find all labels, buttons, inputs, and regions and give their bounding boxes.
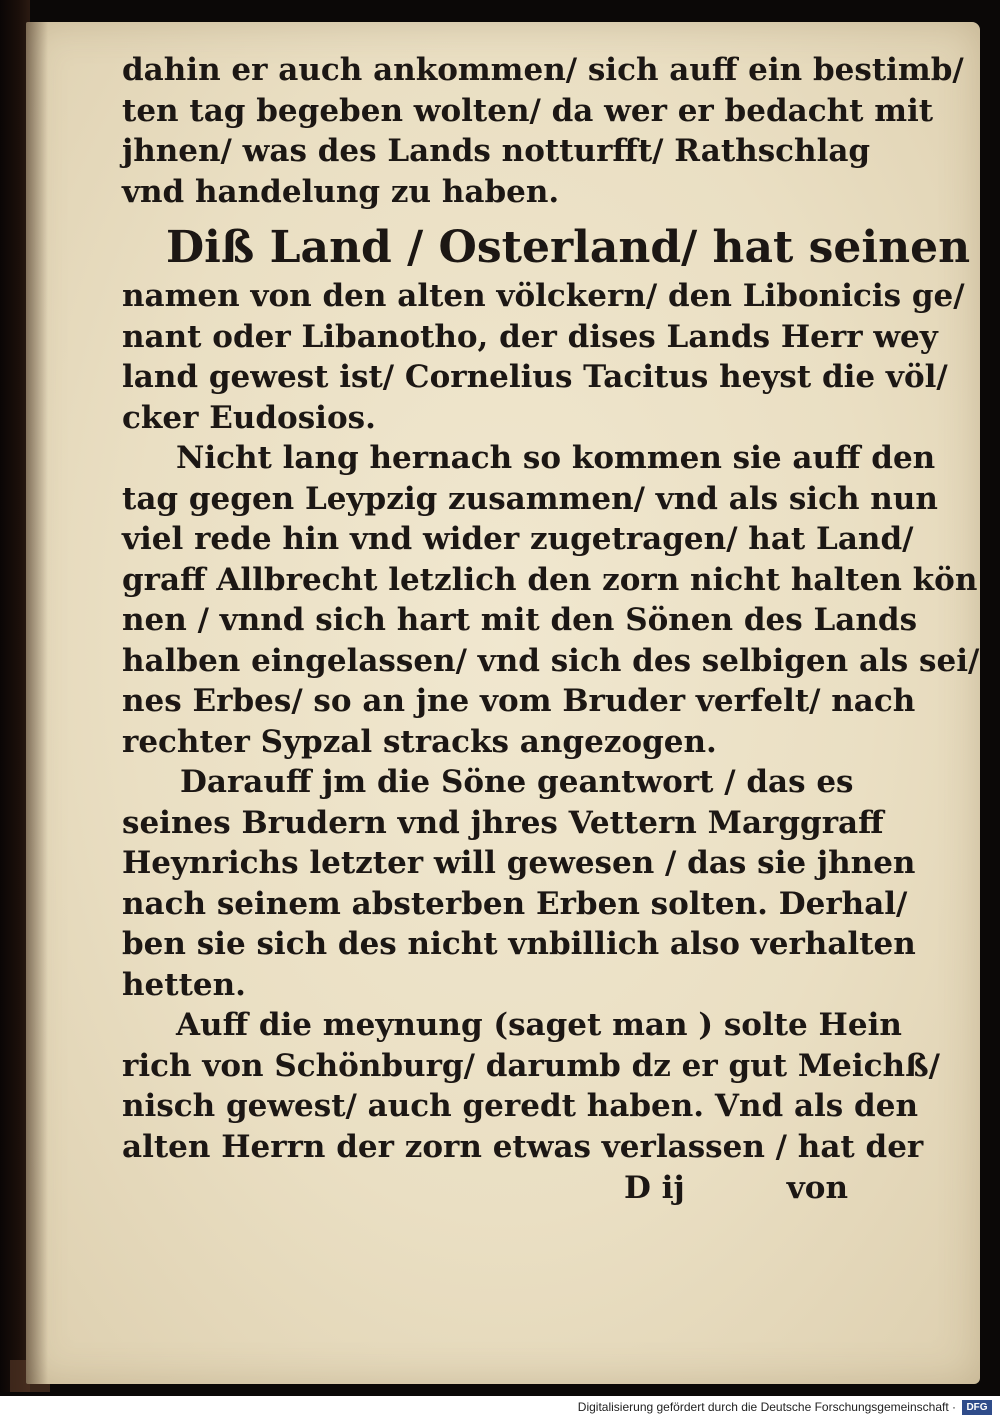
text-line: ben sie sich des nicht vnbillich also verhalten <box>122 926 916 962</box>
funding-credit: Digitalisierung gefördert durch die Deutsche Forschungsgemeinschaft · <box>577 1400 956 1414</box>
text-line: nant oder Libanotho, der dises Lands Herr wey <box>122 318 938 355</box>
text-line: nen / vnnd sich hart mit den Sönen des Lands <box>122 602 918 638</box>
paragraph-2 <box>122 220 971 438</box>
text-line: viel rede hin vnd wider zugetragen/ hat Land/ <box>122 521 914 557</box>
text-line: rechter Sypzal stracks angezogen. <box>122 723 717 760</box>
text-line: dahin er auch ankommen/ sich auff ein bestimb/ <box>122 52 964 88</box>
footer-bar <box>0 1396 1000 1420</box>
text-line: Diß Land / Osterland/ hat seinen <box>166 222 971 273</box>
dfg-logo: DFG <box>962 1400 992 1415</box>
paragraph-4 <box>122 762 916 1005</box>
text-line: Nicht lang hernach so kommen sie auff den <box>176 440 936 476</box>
main-text <box>122 50 980 1167</box>
text-line: jhnen/ was des Lands notturfft/ Rathschlag <box>122 133 871 169</box>
paragraph-3 <box>122 438 980 762</box>
text-line: land gewest ist/ Cornelius Tacitus heyst die völ/ <box>122 359 948 395</box>
page-signature-line <box>26 1170 848 1210</box>
text-line: alten Herrn der zorn etwas verlassen / hat der <box>122 1128 924 1165</box>
text-line: Darauff jm die Söne geantwort / das es <box>180 764 854 800</box>
text-line: seines Brudern vnd jhres Vettern Marggraff <box>122 804 884 841</box>
catchword: von <box>786 1170 848 1206</box>
text-line: vnd handelung zu haben. <box>122 173 560 210</box>
signature-mark: D ij <box>624 1170 685 1206</box>
text-line: tag gegen Leypzig zusammen/ vnd als sich nun <box>122 480 938 517</box>
text-line: rich von Schönburg/ darumb dz er gut Meichß/ <box>122 1047 940 1084</box>
text-line: hetten. <box>122 966 246 1003</box>
text-line: namen von den alten völckern/ den Libonicis ge/ <box>122 278 965 314</box>
text-line: nach seinem absterben Erben solten. Derhal/ <box>122 885 908 922</box>
text-line: halben eingelassen/ vnd sich des selbigen als sei/ <box>122 642 980 679</box>
paragraph-1 <box>122 50 964 212</box>
paragraph-5 <box>122 1005 940 1167</box>
text-line: nes Erbes/ so an jne vom Bruder verfelt/ nach <box>122 683 916 719</box>
text-line: nisch gewest/ auch geredt haben. Vnd als den <box>122 1088 918 1124</box>
text-line: graff Allbrecht letzlich den zorn nicht halten kön <box>122 561 978 598</box>
text-line: ten tag begeben wolten/ da wer er bedacht mit <box>122 92 934 129</box>
book-page <box>26 22 980 1384</box>
text-line: Auff die meynung (saget man ) solte Hein <box>176 1007 902 1043</box>
text-line: Heynrichs letzter will gewesen / das sie jhnen <box>122 845 916 881</box>
text-line: cker Eudosios. <box>122 399 376 436</box>
